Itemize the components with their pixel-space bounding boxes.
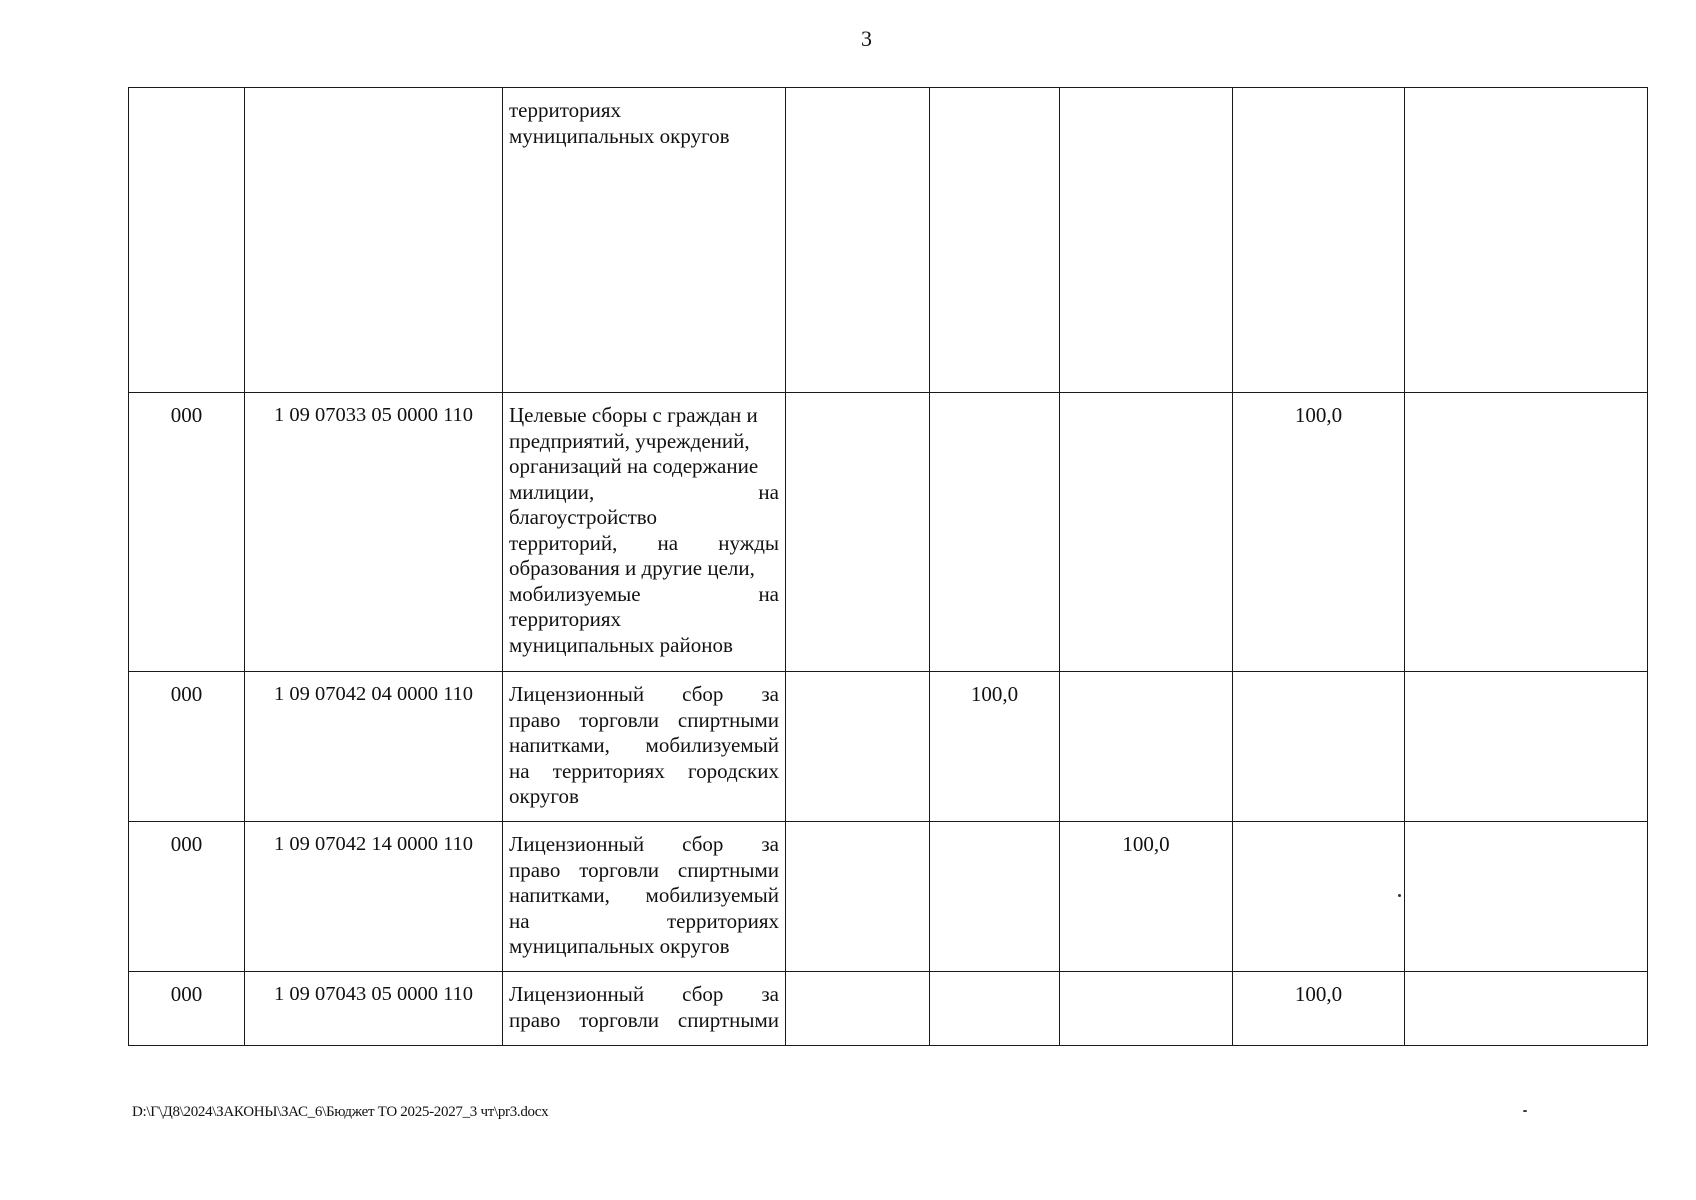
value-cell xyxy=(786,88,930,393)
revenue-name-line: на территориях xyxy=(509,908,779,933)
table-row xyxy=(129,972,1648,1046)
admin-code-cell xyxy=(129,88,245,393)
admin-code-cell: 000 xyxy=(129,672,245,822)
scan-speck xyxy=(1523,1110,1527,1112)
revenue-name-line: образования и другие цели, xyxy=(509,556,755,580)
revenue-name-line: Лицензионный сбор за xyxy=(509,832,779,856)
revenue-name-line: Лицензионный сбор за xyxy=(509,682,779,706)
footer-file-path: D:\Г\Д8\2024\ЗАКОНЫ\ЗАС_6\Бюджет ТО 2025-2027_3 чт\pr3.docx xyxy=(132,1104,549,1120)
revenue-name-line: Целевые сборы с граждан и xyxy=(509,403,758,427)
revenue-name-line: мобилизуемые на xyxy=(509,581,779,606)
revenue-name-line: муниципальных округов xyxy=(509,934,730,958)
page-number: 3 xyxy=(861,26,872,51)
budget-code-cell: 1 09 07042 14 0000 110 xyxy=(245,822,503,972)
value-cell xyxy=(1405,393,1648,672)
revenue-name-line: организаций на содержание xyxy=(509,454,759,478)
value-cell xyxy=(930,393,1060,672)
revenue-name-line: право торговли спиртными xyxy=(509,1007,779,1032)
value-cell: 100,0 xyxy=(1060,822,1233,972)
revenue-name-cell xyxy=(503,393,786,672)
revenue-name-line: милиции, на xyxy=(509,479,779,504)
revenue-name-line: округов xyxy=(509,784,579,808)
admin-code-cell: 000 xyxy=(129,822,245,972)
budget-code-cell: 1 09 07042 04 0000 110 xyxy=(245,672,503,822)
value-cell xyxy=(786,393,930,672)
revenue-name-line: право торговли спиртными xyxy=(509,707,779,732)
value-cell xyxy=(1060,972,1233,1046)
revenue-name-line: территорий, на нужды xyxy=(509,530,779,555)
revenue-name-line: муниципальных округов xyxy=(509,123,730,148)
value-cell xyxy=(1233,88,1405,393)
value-cell xyxy=(1405,822,1648,972)
value-cell xyxy=(930,88,1060,393)
revenue-name-line: напитками, мобилизуемый xyxy=(509,733,779,757)
scan-speck xyxy=(1398,894,1401,897)
revenue-name-cell xyxy=(503,672,786,822)
value-cell xyxy=(1060,88,1233,393)
revenue-name-line: Лицензионный сбор за xyxy=(509,982,779,1006)
revenue-name-line: на территориях городских xyxy=(509,758,779,783)
revenue-name-line: муниципальных районов xyxy=(509,632,733,657)
value-cell xyxy=(1060,393,1233,672)
value-cell xyxy=(1233,672,1405,822)
value-cell: 100,0 xyxy=(1233,972,1405,1046)
value-cell xyxy=(1060,672,1233,822)
table-row xyxy=(129,822,1648,972)
value-cell xyxy=(930,822,1060,972)
revenue-name-line: предприятий, учреждений, xyxy=(509,428,750,453)
value-cell: 100,0 xyxy=(1233,393,1405,672)
revenue-name-line: благоустройство xyxy=(509,505,658,529)
revenue-name-cell xyxy=(503,88,786,393)
value-cell xyxy=(786,822,930,972)
table-row xyxy=(129,88,1648,393)
revenue-name-line: территориях xyxy=(509,98,622,122)
table-row xyxy=(129,393,1648,672)
revenue-name-cell xyxy=(503,822,786,972)
budget-revenue-table xyxy=(128,87,1648,1046)
budget-code-cell xyxy=(245,88,503,393)
admin-code-cell: 000 xyxy=(129,972,245,1046)
revenue-name-line: напитками, мобилизуемый xyxy=(509,883,779,907)
value-cell xyxy=(1405,672,1648,822)
admin-code-cell: 000 xyxy=(129,393,245,672)
value-cell xyxy=(1405,88,1648,393)
value-cell xyxy=(786,672,930,822)
table-row xyxy=(129,672,1648,822)
revenue-name-line: территориях xyxy=(509,607,622,631)
value-cell xyxy=(786,972,930,1046)
budget-code-cell: 1 09 07043 05 0000 110 xyxy=(245,972,503,1046)
revenue-name-line: право торговли спиртными xyxy=(509,857,779,882)
value-cell xyxy=(930,972,1060,1046)
revenue-name-cell xyxy=(503,972,786,1046)
value-cell xyxy=(1233,822,1405,972)
value-cell xyxy=(1405,972,1648,1046)
value-cell: 100,0 xyxy=(930,672,1060,822)
budget-code-cell: 1 09 07033 05 0000 110 xyxy=(245,393,503,672)
